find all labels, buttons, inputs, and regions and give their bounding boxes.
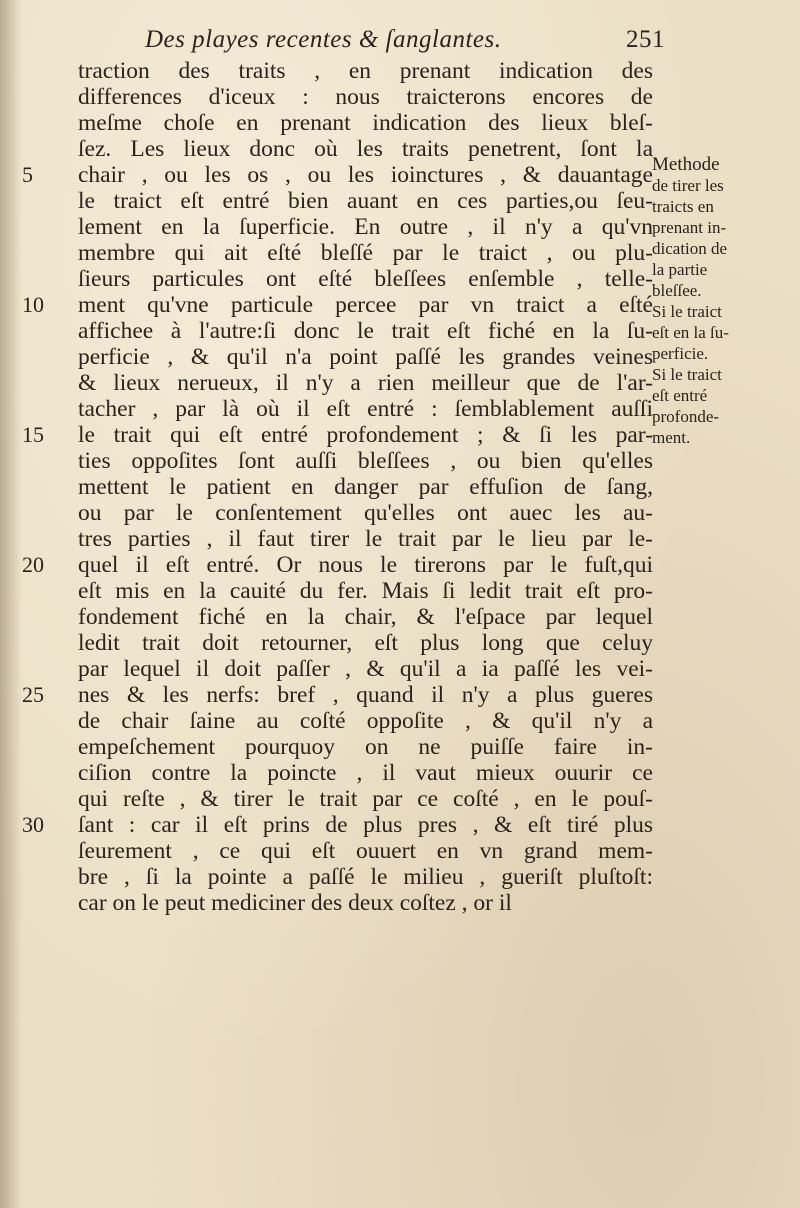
marginal-note-line: de tirer les (652, 176, 724, 195)
body-text (78, 58, 653, 916)
running-title: Des playes recentes & ſanglantes. (145, 26, 502, 53)
text-line: fondement fiché en la chair, & l'eſpace par lequel (78, 604, 653, 630)
marginal-note (652, 155, 792, 449)
text-line: ment qu'vne particule percee par vn traict a eſté (78, 292, 653, 318)
marginal-note-line: bleſſee. (652, 281, 702, 300)
text-line: tres parties , il faut tirer le trait par le lieu par le- (78, 526, 653, 552)
text-line: ſant : car il eſt prins de plus pres , & eſt tiré plus (78, 812, 653, 838)
text-line: nes & les nerfs: bref , quand il n'y a plus gueres (78, 682, 653, 708)
page-gutter-shadow (0, 0, 22, 1208)
text-line: tacher , par là où il eſt entré : ſemblablement auſſi (78, 396, 653, 422)
text-line: ſieurs particules ont eſté bleſſees enſemble , telle- (78, 266, 653, 292)
text-line: empeſchement pourquoy on ne puiſſe faire in- (78, 734, 653, 760)
text-line: & lieux nerueux, il n'y a rien meilleur que de l'ar- (78, 370, 653, 396)
text-line: ou par le conſentement qu'elles ont auec les au- (78, 500, 653, 526)
text-line: lement en la ſuperficie. En outre , il n'y a qu'vn (78, 214, 653, 240)
marginal-note-line: ment. (652, 428, 691, 447)
line-number-30: 30 (22, 812, 44, 837)
text-line: affichee à l'autre:ſi donc le trait eſt fiché en la ſu- (78, 318, 653, 344)
text-line: qui reſte , & tirer le trait par ce coſté , en le pouſ- (78, 786, 653, 812)
marginal-note-line: dication de (652, 239, 728, 258)
line-number-20: 20 (22, 552, 44, 577)
marginal-note-line: Si le traict (652, 365, 722, 384)
line-number-15: 15 (22, 422, 44, 447)
text-line: membre qui ait eſté bleſſé par le traict , ou plu- (78, 240, 653, 266)
text-line: ſez. Les lieux donc où les traits penetrent, ſont la (78, 136, 653, 162)
text-line: ciſion contre la poincte , il vaut mieux ouurir ce (78, 760, 653, 786)
marginal-note-line: Si le traict (652, 302, 722, 321)
text-line: bre , ſi la pointe a paſſé le milieu , gueriſt pluſtoſt: (78, 864, 653, 890)
text-line: ſeurement , ce qui eſt ouuert en vn grand mem- (78, 838, 653, 864)
running-head (145, 26, 665, 60)
text-line: differences d'iceux : nous traicterons encores de (78, 84, 653, 110)
line-number-10: 10 (22, 292, 44, 317)
marginal-note-line: traicts en (652, 197, 714, 216)
text-line: quel il eſt entré. Or nous le tirerons par le fuſt,qui (78, 552, 653, 578)
text-line: meſme choſe en prenant indication des lieux bleſ- (78, 110, 653, 136)
marginal-note-line: perficie. (652, 344, 709, 363)
marginal-note-line: prenant in- (652, 218, 727, 237)
text-line: traction des traits , en prenant indication des (78, 58, 653, 84)
line-number-25: 25 (22, 682, 44, 707)
text-line: le traict eſt entré bien auant en ces parties,ou ſeu- (78, 188, 653, 214)
line-number-5: 5 (22, 162, 33, 187)
text-line: par lequel il doit paſſer , & qu'il a ia paſſé les vei- (78, 656, 653, 682)
text-line: ledit trait doit retourner, eſt plus long que celuy (78, 630, 653, 656)
text-line: eſt mis en la cauité du fer. Mais ſi ledit trait eſt pro- (78, 578, 653, 604)
marginal-note-line: profonde- (652, 407, 720, 426)
text-line: chair , ou les os , ou les ioinctures , & dauantage (78, 162, 653, 188)
page-number: 251 (626, 26, 665, 53)
text-line: car on le peut mediciner des deux coſtez , or il (78, 890, 512, 916)
marginal-note-line: Methode (652, 155, 720, 175)
text-line: le trait qui eſt entré profondement ; & ſi les par- (78, 422, 653, 448)
text-line: de chair ſaine au coſté oppoſite , & qu'il n'y a (78, 708, 653, 734)
text-line: mettent le patient en danger par effuſion de ſang, (78, 474, 653, 500)
text-line: perficie , & qu'il n'a point paſſé les grandes veines (78, 344, 653, 370)
text-line: ties oppoſites ſont auſſi bleſſees , ou bien qu'elles (78, 448, 653, 474)
marginal-note-line: eſt entré (652, 386, 708, 405)
marginal-note-line: la partie (652, 260, 708, 279)
marginal-note-line: eſt en la ſu- (652, 323, 729, 342)
